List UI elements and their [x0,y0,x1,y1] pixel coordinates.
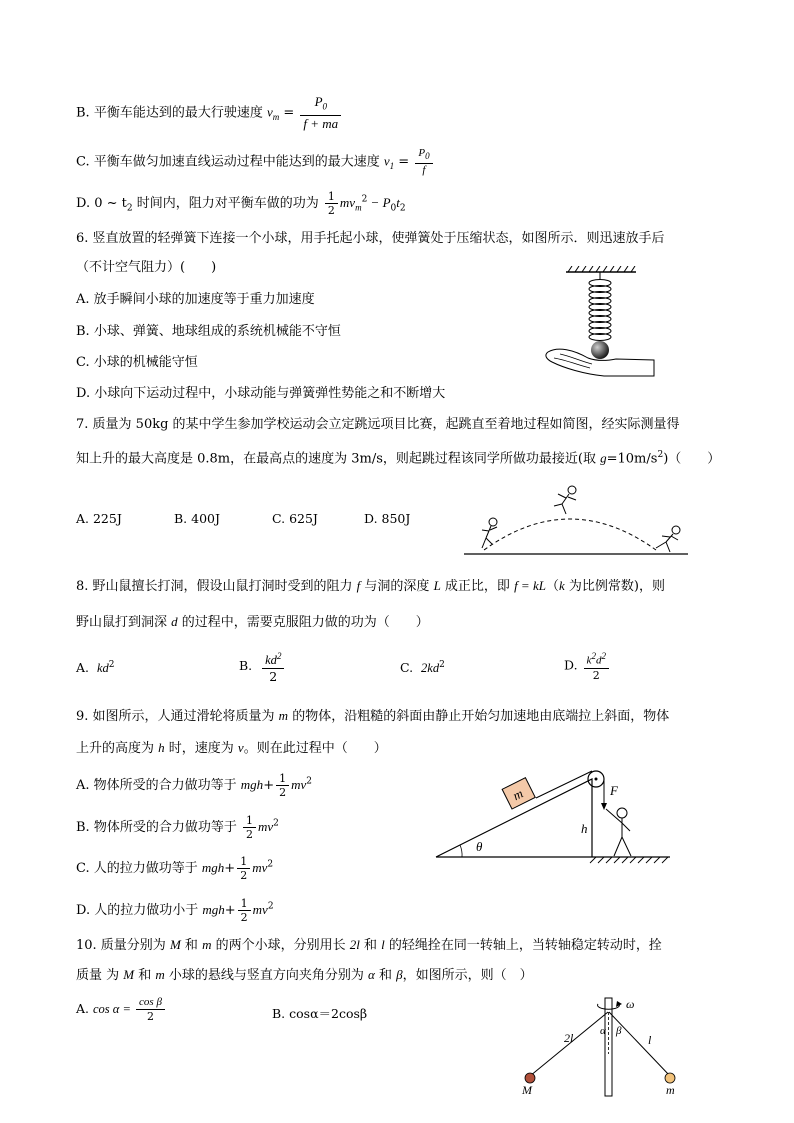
q8-option-a: A. $kd^2$ [76,660,115,676]
jumper-takeoff [482,518,497,548]
q6-option-d: D. 小球向下运动过程中，小球动能与弹簧弹性势能之和不断增大 [76,386,446,401]
spring-coils [589,280,611,341]
svg-text:β: β [616,1025,622,1037]
svg-text:α: α [600,1025,606,1037]
q5-option-d: D. 0 ~ $t_2$ 时间内，阻力对平衡车做的功为 $\frac{1}{2}$ $mv_m^2 - P_0t_2$ [76,190,406,217]
ball [591,341,609,359]
q5-c-fraction: $\frac{P_0}{f}$ [415,147,432,177]
q5-b-fraction: $\frac{P_0}{f + ma}$ [300,94,341,132]
block-m [502,778,535,809]
q6-option-c: C. 小球的机械能守恒 [76,355,198,370]
q10-stem-line2: 质量 为 M 和 m 小球的悬线与竖直方向夹角分别为 α 和 β，如图所示，则（ ） [76,967,533,983]
q9-option-d: D. 人的拉力做功小于 mgh+ $\frac{1}{2}$ $mv^2$ [76,897,274,924]
q5-option-c: C. 平衡车做匀加速直线运动过程中能达到的最大速度 $v_1$ = $\frac{P_0}{f}$ [76,147,435,177]
q8-option-b: B. $\frac{kd^2}{2}$ [239,648,286,685]
jumper-apex [554,486,576,514]
angle-theta-label: θ [476,839,483,854]
q9-stem-line2: 上升的高度为 h 时，速度为 v。则在此过程中（ ） [76,740,387,756]
ball-m [665,1073,675,1083]
spring-ball-figure [540,266,660,384]
q10-option-b: B. cosα＝2cosβ [272,1006,368,1021]
q9-option-b: B. 物体所受的合力做功等于 $\frac{1}{2}$ $mv^2$ [76,814,279,841]
q7-option-b: B. 400J [174,511,221,526]
omega-label: ω [626,997,635,1011]
svg-text:M: M [522,1083,532,1097]
jumper-landing [656,526,680,552]
q6-stem-line2: （不计空气阻力）( ) [76,260,217,275]
q5-d-fraction: $\frac{1}{2}$ [325,190,338,217]
svg-text:2l: 2l [564,1031,574,1045]
q7-option-a: A. 225J [76,511,122,526]
force-f-label: F [610,783,618,798]
q6-option-b: B. 小球、弹簧、地球组成的系统机械能不守恒 [76,324,341,339]
q10-stem-line1: 10. 质量分别为 M 和 m 的两个小球，分别用长 2l 和 l 的轻绳拴在同一转轴上，当转轴稳定转动时，拴 [76,937,662,953]
q6-stem-line1: 6. 竖直放置的轻弹簧下连接一个小球，用手托起小球，使弹簧处于压缩状态，如图所示．则迅速放手后 [76,231,665,246]
q8-option-c: C. $2kd^2$ [400,660,445,676]
q9-stem-line1: 9. 如图所示，人通过滑轮将质量为 m 的物体，沿粗糙的斜面由静止开始匀加速地由底端拉上斜面，物体 [76,708,670,724]
incline-pulley-figure [432,765,672,865]
q8-stem-line2: 野山鼠打到洞深 d 的过程中，需要克服阻力做的功为（ ） [76,614,429,630]
q7-option-c: C. 625J [272,511,318,526]
ball-M [525,1073,535,1083]
rotating-shaft-figure [512,994,692,1098]
svg-text:l: l [648,1033,652,1047]
long-jump-figure [462,478,692,560]
q10-option-a: A. cos α = $\frac{\text{cos β}}{2}$ [76,996,167,1023]
height-h-label: h [581,821,588,836]
q9-option-a: A. 物体所受的合力做功等于 mgh+ $\frac{1}{2}$ $mv^2$ [76,772,312,799]
q9-option-c: C. 人的拉力做功等于 mgh+ $\frac{1}{2}$ $mv^2$ [76,855,274,882]
rope-incline [536,771,592,798]
string-l [609,1012,670,1076]
q7-stem-line2: 知上升的最大高度是 0.8m，在最高点的速度为 3m/s，则起跳过程该同学所做功最接近(取 $g=10m/s^2$)（ ） [76,450,721,467]
q8-stem-line1: 8. 野山鼠擅长打洞，假设山鼠打洞时受到的阻力 f 与洞的深度 L 成正比，即 f = kL（k 为比例常数)，则 [76,578,665,594]
jump-trajectory [484,519,656,550]
q5-option-b: B. 平衡车能达到的最大行驶速度 $v_m$ = $\frac{P_0}{f + ma}$ [76,94,343,132]
svg-text:m: m [666,1083,675,1097]
person-figure [606,808,631,856]
svg-text:m: m [510,785,526,804]
q6-option-a: A. 放手瞬间小球的加速度等于重力加速度 [76,292,315,307]
q7-stem-line1: 7. 质量为 50kg 的某中学生参加学校运动会立定跳远项目比赛，起跳直至着地过程如简图，经实际测量得 [76,417,680,432]
q8-option-d: D. $\frac{k^2d^2}{2}$ [564,650,611,682]
q7-option-d: D. 850J [364,511,411,526]
